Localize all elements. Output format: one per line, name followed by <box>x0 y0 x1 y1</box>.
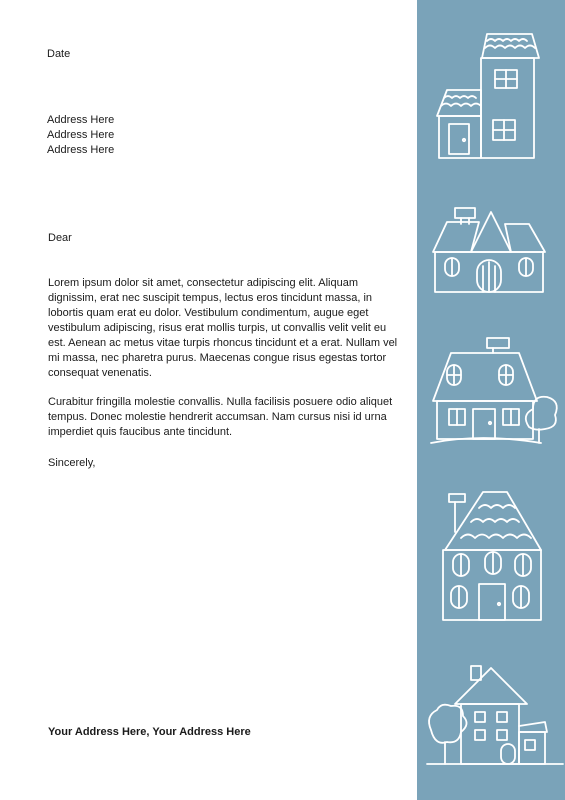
wide-cottage-icon <box>417 204 565 299</box>
decorative-sidebar <box>417 0 565 800</box>
body-paragraph-1: Lorem ipsum dolor sit amet, consectetur adipiscing elit. Aliquam dignissim, erat nec suscipit tempus, lectus eros tincidunt massa, in lobortis quam erat eu dolor. Vestibulum condimentum, augue eget vestibulum adipiscing, risus erat mollis turpis, ut convallis velit velit eu est. Aenean ac metus vitae turpis rhoncus tincidunt et a erat. Nullam vel mi massa, nec pharetra purus. Maecenas congue risus egestas tortor consequat venenatis. <box>48 277 398 379</box>
address-line-1: Address Here <box>47 114 115 126</box>
body-paragraph-2: Curabitur fringilla molestie convallis. Nulla facilisis posuere odio aliquet tempus. Donec molestie hendrerit accumsan. Nam cursus nisi id urna imperdiet quis faucibus ante tincidunt. <box>48 396 393 438</box>
two-story-house-icon <box>417 28 565 163</box>
address-line-3: Address Here <box>47 144 115 156</box>
house-with-tree-icon <box>417 335 565 450</box>
salutation: Dear <box>48 232 72 244</box>
house-with-tree-and-annex-icon <box>417 660 565 770</box>
tall-house-icon <box>417 488 565 628</box>
address-line-2: Address Here <box>47 129 115 141</box>
footer-address: Your Address Here, Your Address Here <box>48 726 251 738</box>
closing: Sincerely, <box>48 457 96 469</box>
date-line: Date <box>47 48 71 60</box>
